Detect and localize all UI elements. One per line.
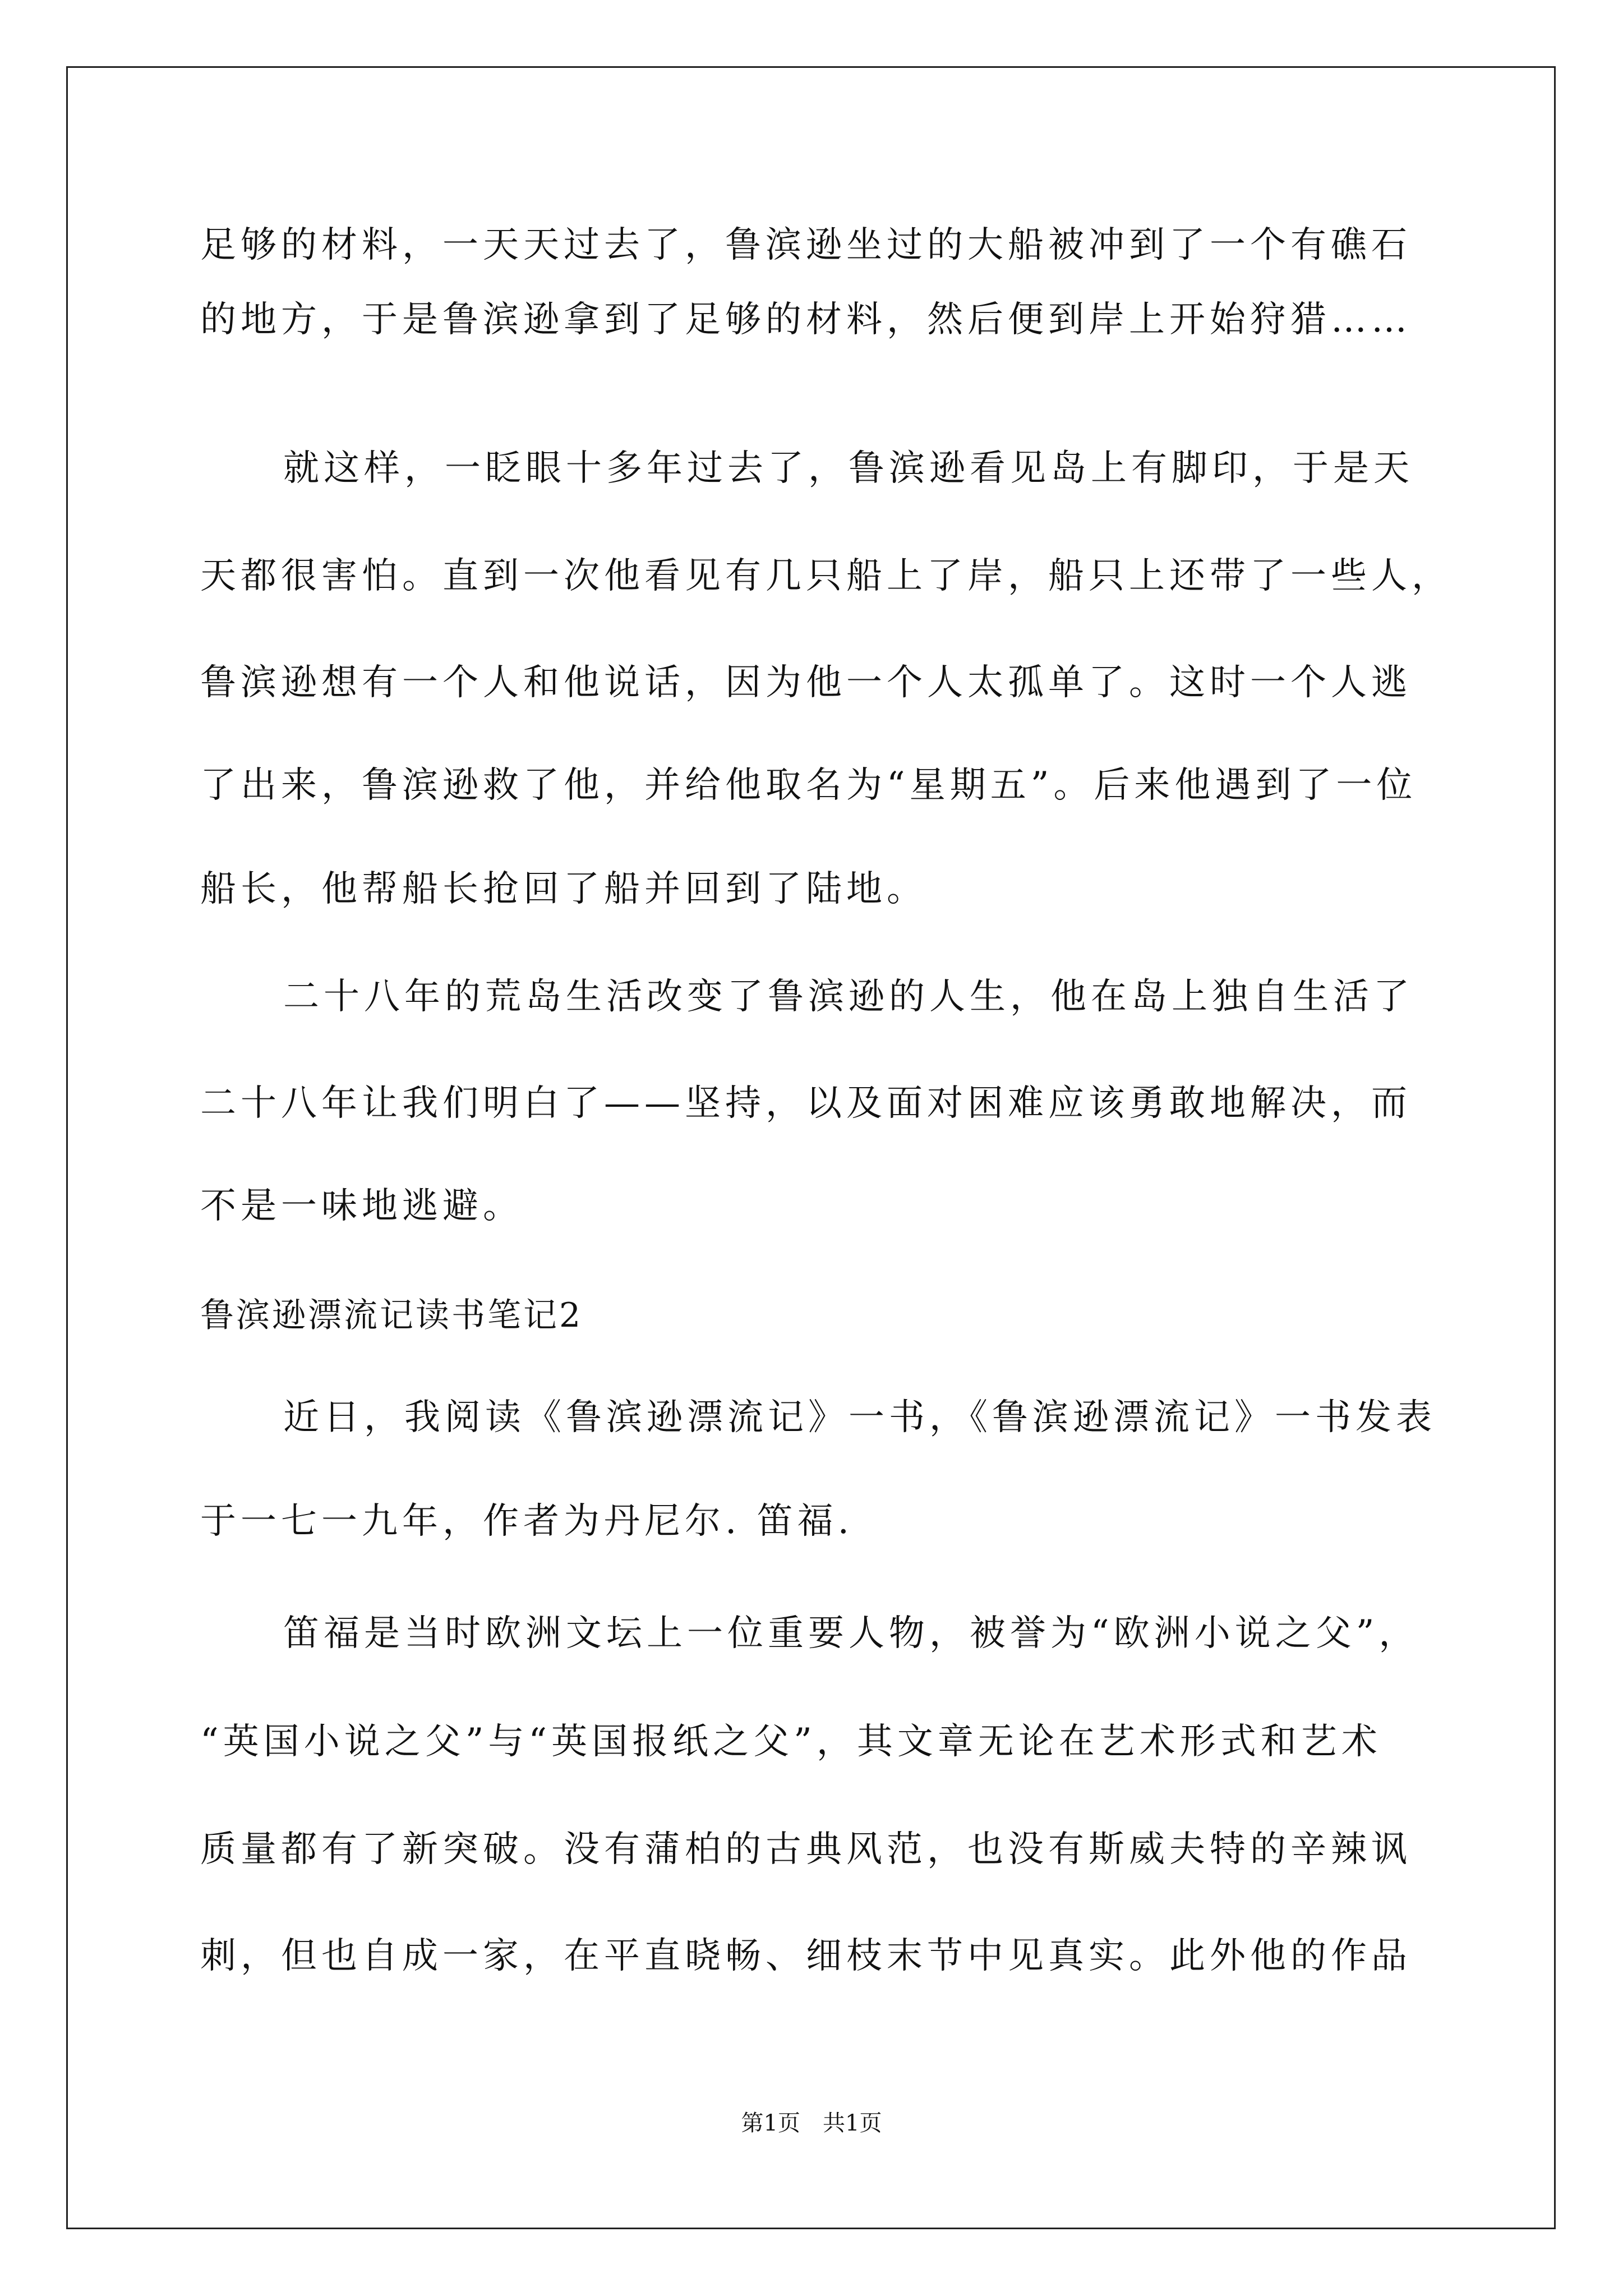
- section-heading: 鲁滨逊漂流记读书笔记2: [200, 1296, 583, 1335]
- paragraph-line: 就这样，一眨眼十多年过去了，鲁滨逊看见岛上有脚印，于是天: [283, 448, 1414, 489]
- page-footer: [0, 2112, 1623, 2134]
- paragraph-line: 不是一味地逃避。: [200, 1185, 523, 1227]
- paragraph-line: 船长，他帮船长抢回了船并回到了陆地。: [200, 868, 927, 910]
- paragraph-line: 近日，我阅读《鲁滨逊漂流记》一书，《鲁滨逊漂流记》一书发表: [283, 1397, 1436, 1438]
- paragraph-line: 质量都有了新突破。没有蒲柏的古典风范，也没有斯威夫特的辛辣讽: [200, 1829, 1412, 1870]
- paragraph-line: 刺，但也自成一家，在平直晓畅、细枝末节中见真实。此外他的作品: [200, 1935, 1412, 1977]
- paragraph-line: 足够的材料，一天天过去了，鲁滨逊坐过的大船被冲到了一个有礁石: [200, 224, 1412, 266]
- paragraph-line: 二十八年让我们明白了——坚持，以及面对困难应该勇敢地解决，而: [200, 1083, 1412, 1124]
- paragraph-line: 鲁滨逊想有一个人和他说话，因为他一个人太孤单了。这时一个人逃: [200, 662, 1412, 703]
- paragraph-line: 了出来，鲁滨逊救了他，并给他取名为“星期五”。后来他遇到了一位: [200, 765, 1417, 806]
- paragraph-line: 二十八年的荒岛生活改变了鲁滨逊的人生，他在岛上独自生活了: [283, 976, 1414, 1018]
- page-total: 共1页: [823, 2110, 882, 2136]
- paragraph-line: 天都很害怕。直到一次他看见有几只船上了岸，船只上还带了一些人，: [200, 555, 1452, 597]
- paragraph-line: 的地方，于是鲁滨逊拿到了足够的材料，然后便到岸上开始狩猎……: [200, 299, 1412, 341]
- paragraph-line: “英国小说之父”与“英国报纸之父”，其文章无论在艺术形式和艺术: [200, 1721, 1382, 1763]
- paragraph-line: 于一七一九年，作者为丹尼尔. 笛福.: [200, 1501, 854, 1542]
- page-number: 第1页: [741, 2110, 800, 2136]
- page-frame: [66, 66, 1556, 2229]
- paragraph-line: 笛福是当时欧洲文坛上一位重要人物，被誉为“欧洲小说之父”，: [283, 1613, 1419, 1654]
